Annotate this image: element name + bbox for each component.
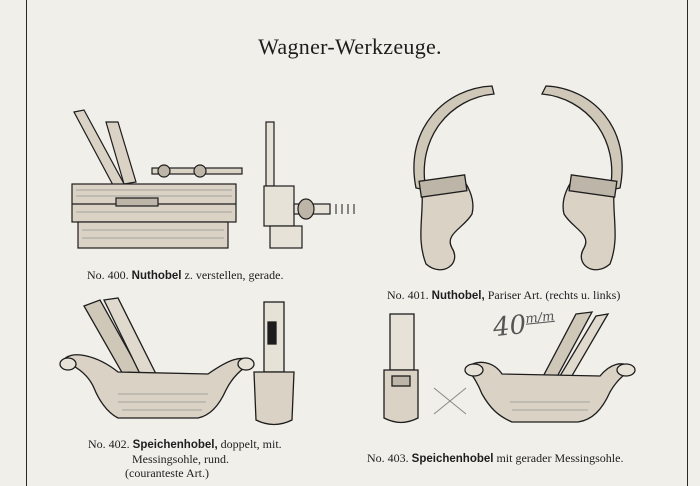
caption-no-403 [367, 451, 623, 466]
item-description-line-2: Messingsohle, rund. [132, 452, 229, 466]
item-number: No. 400. [87, 268, 129, 282]
item-description: z. verstellen, gerade. [184, 268, 284, 282]
item-description: doppelt, mit. [220, 437, 282, 451]
item-name: Nuthobel, [431, 290, 485, 302]
item-description: mit gerader Messingsohle. [496, 451, 624, 465]
item-number: No. 401. [387, 288, 429, 302]
item-number: No. 403. [367, 451, 409, 465]
item-description-line-3: (couranteste Art.) [125, 466, 209, 480]
caption-no-401 [387, 288, 620, 303]
item-name: Speichenhobel [411, 453, 494, 465]
item-number: No. 402. [88, 437, 130, 451]
nuthobel-400-illustration [68, 108, 378, 258]
speichenhobel-402-illustration [58, 298, 308, 426]
caption-no-400 [87, 268, 283, 283]
left-margin-line [26, 0, 27, 486]
item-description: Pariser Art. (rechts u. links) [487, 288, 621, 302]
item-name: Speichenhobel, [132, 439, 218, 451]
handwritten-price-note: $40^{m/m}$ [491, 309, 556, 344]
nuthobel-401-illustration [396, 78, 636, 278]
item-name: Nuthobel [131, 270, 182, 282]
page-title: Wagner-Werkzeuge. [258, 34, 442, 59]
pencil-cross-mark [432, 386, 468, 416]
caption-no-402 [88, 437, 282, 480]
right-margin-line [687, 0, 688, 486]
